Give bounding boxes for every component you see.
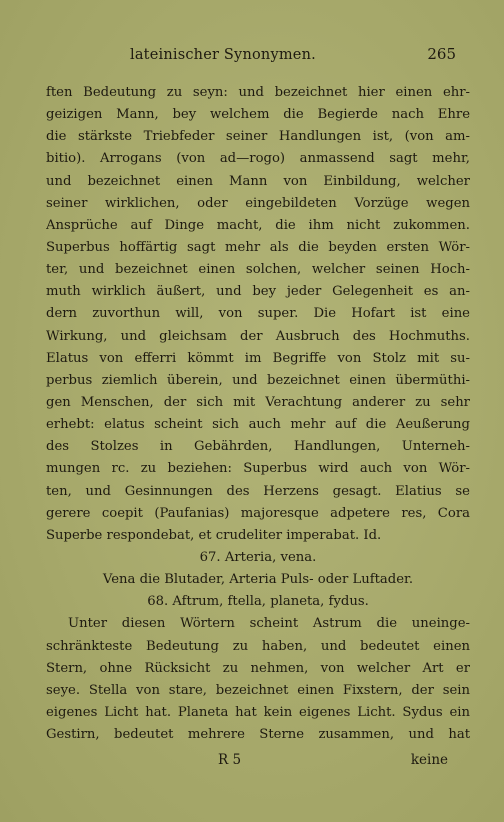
text-line: ten, und Gesinnungen des Herzens gesagt. Elatius se xyxy=(46,483,470,499)
text-line: und bezeichnet einen Mann von Einbildung, welcher xyxy=(46,173,470,189)
section-heading-68: 68. Aftrum, ftella, planeta, fydus. xyxy=(147,594,369,610)
text-line: seye. Stella von stare, bezeichnet einen Fixstern, der sein xyxy=(46,682,470,698)
catchword: keine xyxy=(410,752,448,768)
text-line: Superbe respondebat, et crudeliter imperabat. Id. xyxy=(46,527,382,543)
text-line: perbus ziemlich überein, und bezeichnet einen übermüthi- xyxy=(46,372,470,388)
text-line: dern zuvorthun will, von super. Die Hofart ist eine xyxy=(46,306,470,322)
text-line: ter, und bezeichnet einen solchen, welcher seinen Hoch- xyxy=(46,262,470,278)
text-line: ften Bedeutung zu seyn: und bezeichnet hier einen ehr- xyxy=(46,85,470,100)
text-line: Vena die Blutader, Arteria Puls- oder Luftader. xyxy=(102,572,414,588)
text-line: bitio). Arrogans (von ad—rogo) anmassend sagt mehr, xyxy=(46,151,470,167)
text-line: geizigen Mann, bey welchem die Begierde nach Ehre xyxy=(46,107,470,123)
text-line: seiner wirklichen, oder eingebildeten Vorzüge wegen xyxy=(46,195,470,211)
signature-mark: R 5 xyxy=(218,752,242,768)
text-line: Stern, ohne Rücksicht zu nehmen, von welcher Art er xyxy=(46,660,470,676)
running-head: lateinischer Synonymen. xyxy=(130,47,316,63)
text-line: gerere coepit (Paufanias) majoresque adpetere res, Cora xyxy=(46,505,470,521)
body-text xyxy=(46,82,470,746)
text-line: mungen rc. zu beziehen: Superbus wird auch von Wör- xyxy=(46,461,470,477)
text-line: muth wirklich äußert, und bey jeder Gelegenheit es an- xyxy=(46,284,470,300)
text-line: Wirkung, und gleichsam der Ausbruch des Hochmuths. xyxy=(46,328,470,344)
text-line: Superbus hoffärtig sagt mehr als die beyden ersten Wör- xyxy=(46,239,470,255)
text-line: des Stolzes in Gebährden, Handlungen, Unterneh- xyxy=(46,439,470,455)
page-number: 265 xyxy=(427,45,456,63)
text-line: Elatus von efferri kömmt im Begriffe von Stolz mit su- xyxy=(46,350,470,366)
text-line: Ansprüche auf Dinge macht, die ihm nicht zukommen. xyxy=(46,217,470,233)
page-header xyxy=(0,45,504,69)
section-heading-67: 67. Arteria, vena. xyxy=(199,549,317,565)
page-footer xyxy=(0,752,504,774)
text-line: Gestirn, bedeutet mehrere Sterne zusammen, und hat xyxy=(46,727,470,743)
text-line: die stärkste Triebfeder seiner Handlungen ist, (von am- xyxy=(46,129,470,145)
text-line: Unter diesen Wörtern scheint Astrum die uneinge- xyxy=(68,616,470,632)
text-line: gen Menschen, der sich mit Verachtung anderer zu sehr xyxy=(46,394,470,410)
text-line: schränkteste Bedeutung zu haben, und bedeutet einen xyxy=(46,638,470,654)
text-line: eigenes Licht hat. Planeta hat kein eigenes Licht. Sydus ein xyxy=(46,704,470,720)
text-line: erhebt: elatus scheint sich auch mehr auf die Aeußerung xyxy=(46,417,470,433)
